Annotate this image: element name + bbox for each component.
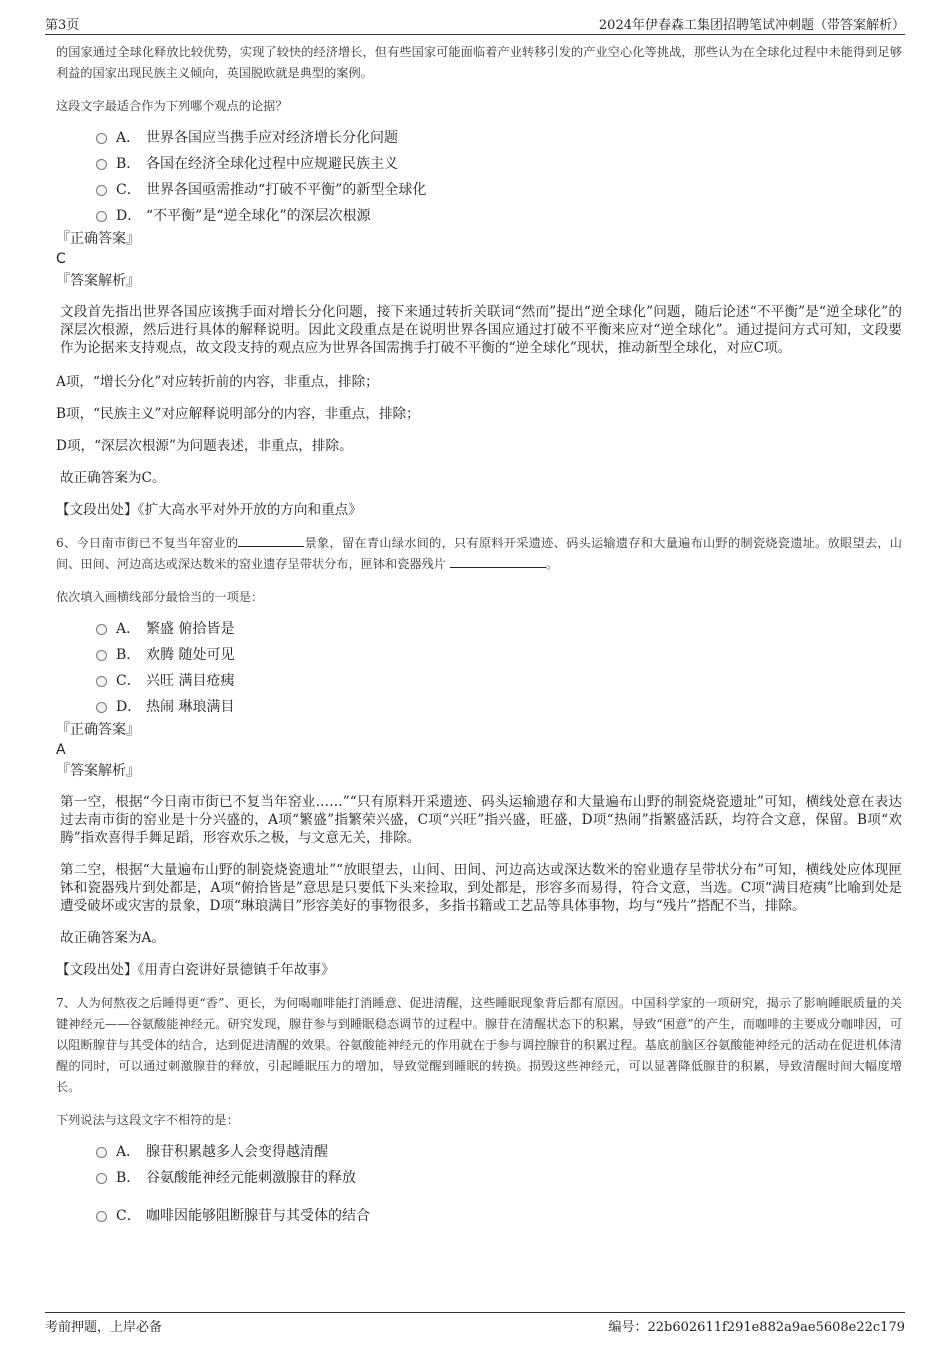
q6-stem: 6、今日南市街已不复当年窑业的 景象，留在青山绿水间的，只有原料开采遗迹、码头运输遗存和大量遍布山野的制瓷烧瓷遗址。放眼望去，山间、田间、河边高达或深达数米的窑业遗存呈带状分布，匣钵和瓷器残片 。 <box>56 536 902 571</box>
radio-icon[interactable] <box>96 1173 107 1184</box>
q7-option-a[interactable]: A． 腺苷积累越多人会变得越清醒 <box>96 1139 902 1165</box>
q6-option-c[interactable]: C． 兴旺 满目疮痍 <box>96 668 902 694</box>
q5-conclusion: 故正确答案为C。 <box>60 470 166 486</box>
q5-option-c[interactable]: C． 世界各国亟需推动“打破不平衡”的新型全球化 <box>96 177 902 203</box>
q6-options <box>96 616 902 720</box>
page-footer <box>45 1312 905 1337</box>
radio-icon[interactable] <box>96 133 107 144</box>
radio-icon[interactable] <box>96 676 107 687</box>
q6-question: 依次填入画横线部分最恰当的一项是： <box>56 590 264 604</box>
q5-answer: C <box>56 251 66 267</box>
q7-option-c[interactable]: C． 咖啡因能够阻断腺苷与其受体的结合 <box>96 1203 902 1229</box>
question-6 <box>56 533 902 979</box>
page-header <box>45 14 905 35</box>
radio-icon[interactable] <box>96 624 107 635</box>
radio-icon[interactable] <box>96 1211 107 1222</box>
q7-options <box>96 1139 902 1229</box>
q6-answer: A <box>56 742 66 758</box>
q6-analysis-blank-2: 第二空，根据“大量遍布山野的制瓷烧瓷遗址”“放眼望去，山间、田间、河边高达或深达数米的窑业遗存呈带状分布”可知，横线处应体现匣钵和瓷器残片到处都是，A项“俯拾皆是”意思是只要低下头来捡取，到处都是，形容多而易得，符合文意，当选。C项“满目疮痍”比喻到处是遭受破坏或灾害的景象，D项“琳琅满目”形容美好的事物很多，多指书籍或工艺品等具体事物，均与“残片”搭配不当，排除。 <box>60 862 902 914</box>
q6-source: 【文段出处】《用青白瓷讲好景德镇千年故事》 <box>56 962 335 978</box>
q5-analysis-d: D项，“深层次根源”为问题表述，非重点，排除。 <box>56 438 353 454</box>
q5-answer-label: 『正确答案』 <box>56 231 140 247</box>
q6-option-d[interactable]: D． 热闹 琳琅满目 <box>96 694 902 720</box>
q5-analysis-a: A项，“增长分化”对应转折前的内容，非重点，排除； <box>56 374 379 390</box>
radio-icon[interactable] <box>96 650 107 661</box>
radio-icon[interactable] <box>96 1147 107 1158</box>
q5-source: 【文段出处】《扩大高水平对外开放的方向和重点》 <box>56 502 362 518</box>
q6-analysis-label: 『答案解析』 <box>56 763 140 779</box>
q6-conclusion: 故正确答案为A。 <box>60 930 165 946</box>
document-code: 编号：22b602611f291e882a9ae5608e22c179 <box>608 1320 905 1335</box>
q5-option-a[interactable]: A． 世界各国应当携手应对经济增长分化问题 <box>96 125 902 151</box>
footer-slogan: 考前押题，上岸必备 <box>45 1320 163 1335</box>
document-title: 2024年伊春森工集团招聘笔试冲刺题（带答案解析） <box>598 18 905 33</box>
q5-analysis-b: B项，“民族主义”对应解释说明部分的内容，非重点，排除； <box>56 406 420 422</box>
q6-option-b[interactable]: B． 欢腾 随处可见 <box>96 642 902 668</box>
q6-answer-label: 『正确答案』 <box>56 722 140 738</box>
page-content <box>56 42 902 1229</box>
question-7 <box>56 993 902 1229</box>
q6-blank-2 <box>450 555 546 568</box>
q5-option-b[interactable]: B． 各国在经济全球化过程中应规避民族主义 <box>96 151 902 177</box>
q7-question: 下列说法与这段文字不相符的是： <box>56 1113 239 1127</box>
question-5 <box>56 42 902 519</box>
radio-icon[interactable] <box>96 159 107 170</box>
q7-option-b[interactable]: B． 谷氨酸能神经元能刺激腺苷的释放 <box>96 1165 902 1191</box>
q7-stem: 7、人为何熬夜之后睡得更“香”、更长，为何喝咖啡能打消睡意、促进清醒，这些睡眠现象背后都有原因。中国科学家的一项研究，揭示了影响睡眠质量的关键神经元——谷氨酸能神经元。研究发现，腺苷参与到睡眠稳态调节的过程中。腺苷在清醒状态下的积累，导致“困意”的产生，而咖啡的主要成分咖啡因，可以阻断腺苷与其受体的结合，达到促进清醒的效果。谷氨酸能神经元的作用就在于参与调控腺苷的积累过程。基底前脑区谷氨酸能神经元的活动在促进机体清醒的同时，可以通过刺激腺苷的释放，引起睡眠压力的增加，导致觉醒到睡眠的转换。损毁这些神经元，可以显著降低腺苷的积累，导致清醒时间大幅度增长。 <box>56 996 902 1094</box>
radio-icon[interactable] <box>96 702 107 713</box>
q6-blank-1 <box>238 534 304 547</box>
q5-passage: 的国家通过全球化释放比较优势，实现了较快的经济增长，但有些国家可能面临着产业转移引发的产业空心化等挑战，那些认为在全球化过程中未能得到足够利益的国家出现民族主义倾向，英国脱欧就是典型的案例。 <box>56 45 902 80</box>
q5-question: 这段文字最适合作为下列哪个观点的论据？ <box>56 99 288 113</box>
page-number: 第3页 <box>45 18 80 33</box>
q5-option-d[interactable]: D． “不平衡”是“逆全球化”的深层次根源 <box>96 203 902 229</box>
q5-analysis-label: 『答案解析』 <box>56 273 140 289</box>
radio-icon[interactable] <box>96 185 107 196</box>
q5-analysis-main: 文段首先指出世界各国应该携手面对增长分化问题，接下来通过转折关联词“然而”提出“逆全球化”问题，随后论述“不平衡”是“逆全球化”的深层次根源，然后进行具体的解释说明。因此文段重点是在说明世界各国应通过打破不平衡来应对“逆全球化”。通过提问方式可知，文段要作为论据来支持观点，故文段支持的观点应为世界各国需携手打破不平衡的“逆全球化”现状，推动新型全球化，对应C项。 <box>60 304 902 356</box>
q5-options <box>96 125 902 229</box>
radio-icon[interactable] <box>96 211 107 222</box>
q6-analysis-blank-1: 第一空，根据“今日南市街已不复当年窑业……”“只有原料开采遗迹、码头运输遗存和大量遍布山野的制瓷烧瓷遗址”可知，横线处意在表达过去南市街的窑业是十分兴盛的，A项“繁盛”指繁荣兴盛，C项“兴旺”指兴盛，旺盛，D项“热闹”指繁盛活跃，均符合文意，保留。B项“欢腾”指欢喜得手舞足蹈，形容欢乐之极，与文意无关，排除。 <box>60 794 902 846</box>
q6-option-a[interactable]: A． 繁盛 俯拾皆是 <box>96 616 902 642</box>
